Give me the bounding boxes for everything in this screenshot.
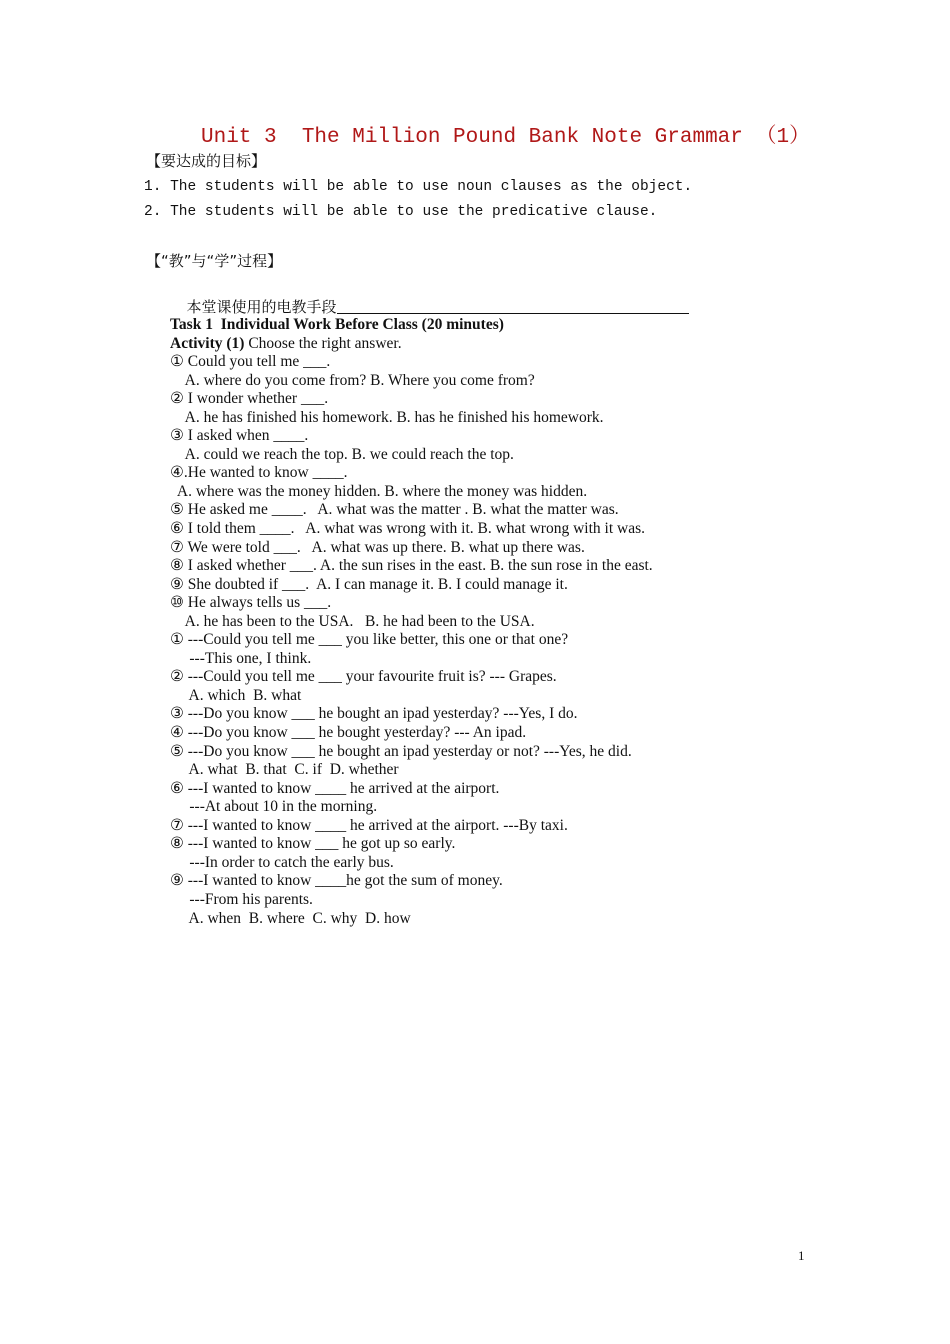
exercise-line: ⑧ ---I wanted to know ___ he got up so early. <box>170 835 456 853</box>
media-line <box>177 277 689 317</box>
exercise-line: ⑤ He asked me ____. A. what was the matter . B. what the matter was. <box>170 501 619 519</box>
page-title: Unit 3 The Million Pound Bank Note Grammar （1） <box>201 126 811 149</box>
media-blank-line <box>337 297 689 314</box>
exercise-line: ⑦ ---I wanted to know ____ he arrived at the airport. ---By taxi. <box>170 816 568 834</box>
exercise-line: A. when B. where C. why D. how <box>170 909 411 927</box>
objective-1: 1. The students will be able to use noun clauses as the object. <box>144 179 693 195</box>
exercise-line: ---From his parents. <box>170 890 313 908</box>
exercise-line: A. he has finished his homework. B. has he finished his homework. <box>170 408 604 426</box>
media-label: 本堂课使用的电教手段 <box>186 298 337 316</box>
exercise-line: ⑩ He always tells us ___. <box>170 594 332 612</box>
exercise-line: ⑧ I asked whether ___. A. the sun rises in the east. B. the sun rose in the east. <box>170 557 653 575</box>
exercise-line: ① ---Could you tell me ___ you like better, this one or that one? <box>170 631 569 649</box>
exercise-line: ⑦ We were told ___. A. what was up there. B. what up there was. <box>170 538 585 556</box>
exercise-line: ---This one, I think. <box>170 649 312 667</box>
task-title: Task 1 Individual Work Before Class (20 minutes) <box>170 316 504 333</box>
exercise-line: ② ---Could you tell me ___ your favourite fruit is? --- Grapes. <box>170 668 557 686</box>
exercise-line: A. what B. that C. if D. whether <box>170 761 399 779</box>
exercise-line: ⑨ ---I wanted to know ____he got the sum of money. <box>170 872 503 890</box>
exercise-line: ---At about 10 in the morning. <box>170 798 378 816</box>
exercise-line: A. could we reach the top. B. we could reach the top. <box>170 445 514 463</box>
exercise-line: ---In order to catch the early bus. <box>170 853 394 871</box>
exercise-line: ⑥ ---I wanted to know ____ he arrived at the airport. <box>170 779 500 797</box>
exercise-line: ④.He wanted to know ____. <box>170 464 348 482</box>
exercise-line: A. which B. what <box>170 686 302 704</box>
exercise-line: A. he has been to the USA. B. he had been to the USA. <box>170 612 535 630</box>
process-heading: 【“教”与“学”过程】 <box>146 252 283 270</box>
page-number: 1 <box>798 1248 805 1263</box>
activity-label: Activity (1) <box>170 334 245 352</box>
exercise-line: A. where was the money hidden. B. where the money was hidden. <box>170 482 588 500</box>
activity-line <box>170 335 653 354</box>
exercise-line: A. where do you come from? B. Where you come from? <box>170 371 535 389</box>
exercise-line: ⑤ ---Do you know ___ he bought an ipad yesterday or not? ---Yes, he did. <box>170 742 632 760</box>
exercise-line: ③ ---Do you know ___ he bought an ipad yesterday? ---Yes, I do. <box>170 705 578 723</box>
activity-instruction: Choose the right answer. <box>244 334 402 352</box>
exercise-line: ③ I asked when ____. <box>170 427 309 445</box>
exercise-line: ④ ---Do you know ___ he bought yesterday? --- An ipad. <box>170 724 527 742</box>
goals-heading: 【要达成的目标】 <box>146 152 267 170</box>
exercise-line: ② I wonder whether ___. <box>170 390 329 408</box>
task-section <box>170 316 653 928</box>
exercise-line: ① Could you tell me ___. <box>170 353 331 371</box>
exercise-line: ⑨ She doubted if ___. A. I can manage it. B. I could manage it. <box>170 575 568 593</box>
objective-2: 2. The students will be able to use the predicative clause. <box>144 204 658 220</box>
exercise-line: ⑥ I told them ____. A. what was wrong with it. B. what wrong with it was. <box>170 520 645 538</box>
